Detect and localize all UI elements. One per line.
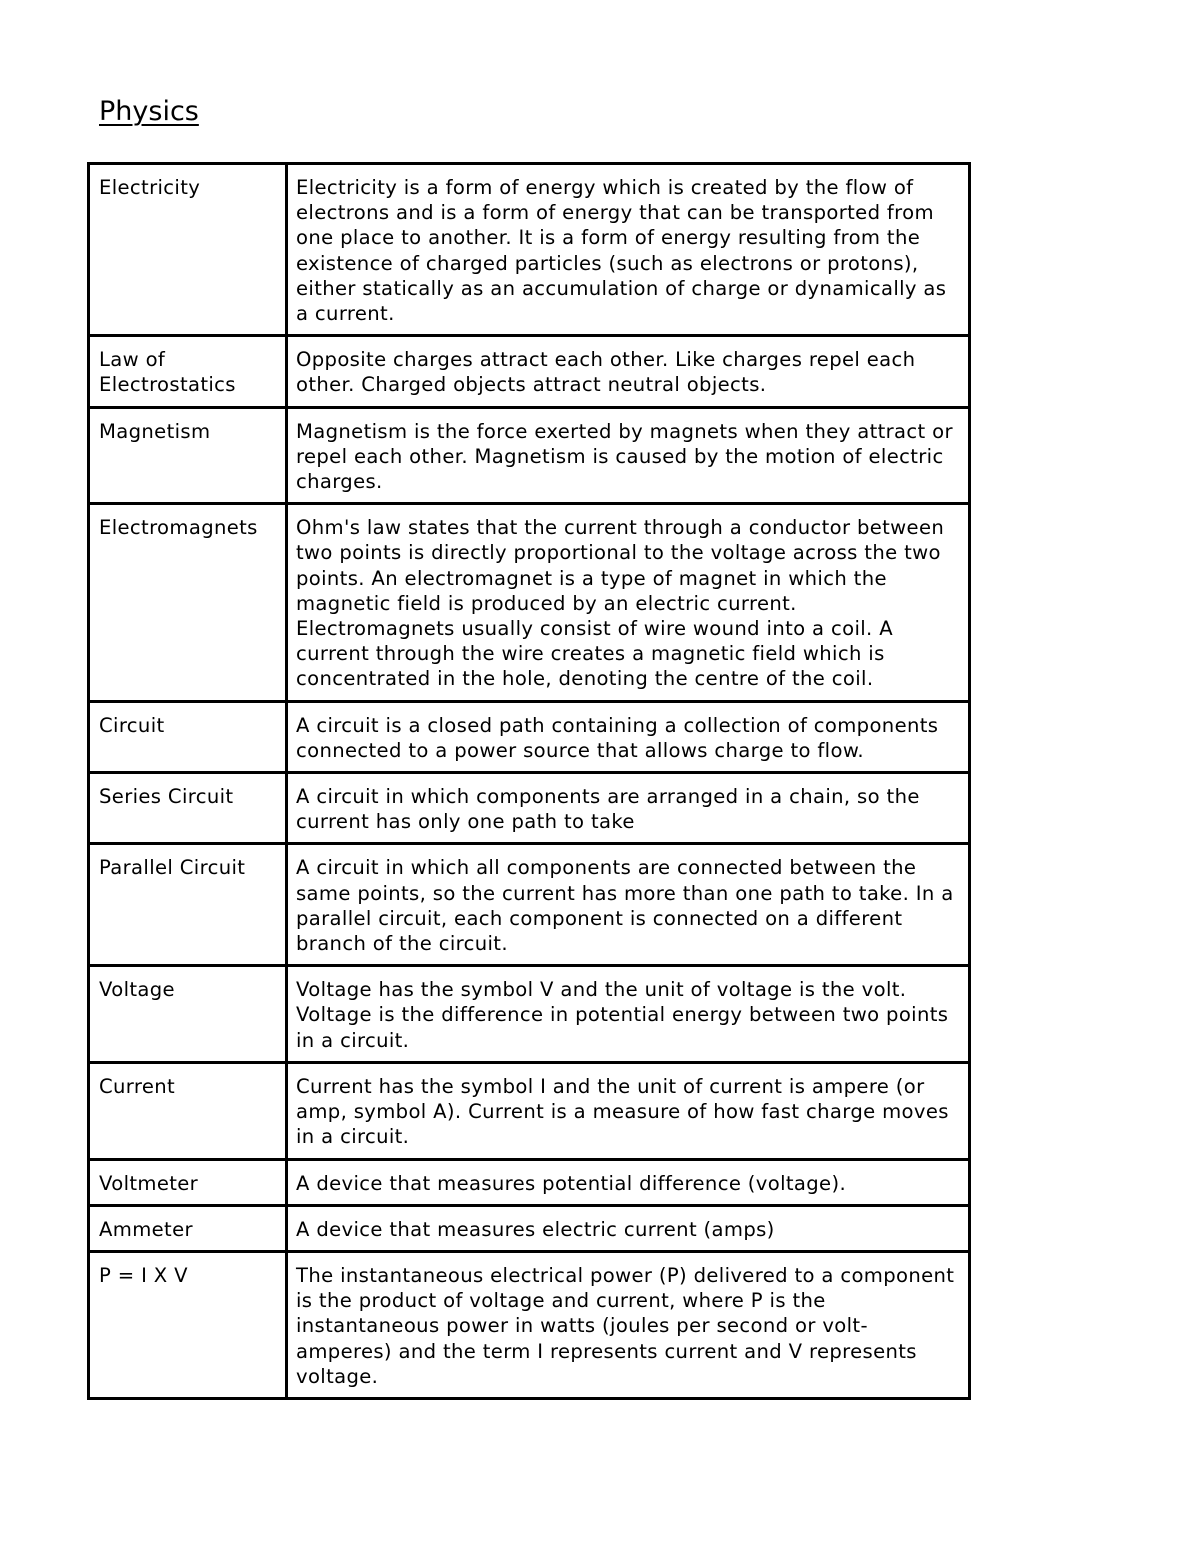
table-row xyxy=(89,164,970,336)
definition-cell: Opposite charges attract each other. Like charges repel each other. Charged objects attract neutral objects. xyxy=(287,336,970,407)
term-cell: Parallel Circuit xyxy=(89,844,287,966)
table-row xyxy=(89,1159,970,1205)
definition-cell: A device that measures electric current (amps) xyxy=(287,1205,970,1251)
glossary-table xyxy=(87,162,971,1400)
page-title: Physics xyxy=(99,96,199,127)
table-row xyxy=(89,504,970,701)
definition-cell: Electricity is a form of energy which is created by the flow of electrons and is a form of energy that can be transported from one place to another. It is a form of energy resulting from the existence of charged particles (such as electrons or protons), either statically as an accumulation of charge or dynamically as a current. xyxy=(287,164,970,336)
term-cell: Circuit xyxy=(89,701,287,772)
definition-cell: Voltage has the symbol V and the unit of voltage is the volt. Voltage is the difference in potential energy between two points in a circuit. xyxy=(287,966,970,1063)
glossary-table-body xyxy=(89,164,970,1399)
table-row xyxy=(89,1062,970,1159)
term-cell: P = I X V xyxy=(89,1251,287,1398)
table-row xyxy=(89,336,970,407)
table-row xyxy=(89,773,970,844)
term-cell: Electromagnets xyxy=(89,504,287,701)
definition-cell: The instantaneous electrical power (P) delivered to a component is the product of voltage and current, where P is the instantaneous power in watts (joules per second or volt-amperes) and the term I represents current and V represents voltage. xyxy=(287,1251,970,1398)
term-cell: Series Circuit xyxy=(89,773,287,844)
table-row xyxy=(89,701,970,772)
definition-cell: Current has the symbol I and the unit of current is ampere (or amp, symbol A). Current is a measure of how fast charge moves in a circuit. xyxy=(287,1062,970,1159)
definition-cell: A circuit in which all components are connected between the same points, so the current has more than one path to take. In a parallel circuit, each component is connected on a different branch of the circuit. xyxy=(287,844,970,966)
term-cell: Voltmeter xyxy=(89,1159,287,1205)
table-row xyxy=(89,844,970,966)
definition-cell: A device that measures potential difference (voltage). xyxy=(287,1159,970,1205)
term-cell: Electricity xyxy=(89,164,287,336)
table-row xyxy=(89,407,970,504)
table-row xyxy=(89,966,970,1063)
definition-cell: Ohm's law states that the current through a conductor between two points is directly proportional to the voltage across the two points. An electromagnet is a type of magnet in which the magnetic field is produced by an electric current. Electromagnets usually consist of wire wound into a coil. A current through the wire creates a magnetic field which is concentrated in the hole, denoting the centre of the coil. xyxy=(287,504,970,701)
definition-cell: A circuit in which components are arranged in a chain, so the current has only one path to take xyxy=(287,773,970,844)
term-cell: Voltage xyxy=(89,966,287,1063)
term-cell: Current xyxy=(89,1062,287,1159)
definition-cell: Magnetism is the force exerted by magnets when they attract or repel each other. Magnetism is caused by the motion of electric charges. xyxy=(287,407,970,504)
term-cell: Law of Electrostatics xyxy=(89,336,287,407)
table-row xyxy=(89,1205,970,1251)
table-row xyxy=(89,1251,970,1398)
term-cell: Ammeter xyxy=(89,1205,287,1251)
term-cell: Magnetism xyxy=(89,407,287,504)
definition-cell: A circuit is a closed path containing a collection of components connected to a power source that allows charge to flow. xyxy=(287,701,970,772)
